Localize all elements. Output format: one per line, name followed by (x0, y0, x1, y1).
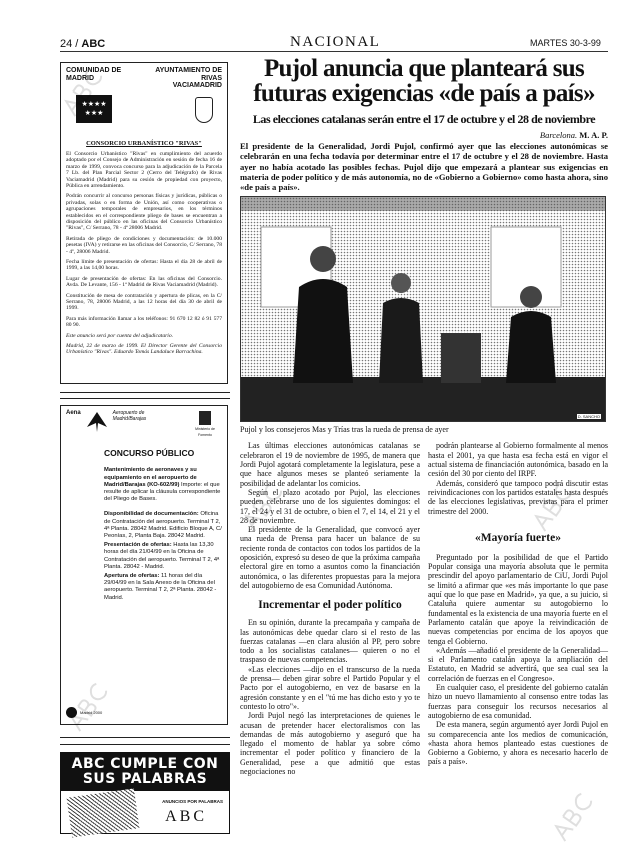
paragraph: Según el plazo acotado por Pujol, las elecciones pueden celebrarse uno de los siguientes domingos: el 17, el 24 y el 31 de octubre, o bien el 7, el 14, el 21 y el 28 de noviembre. (240, 487, 420, 525)
paragraph: El presidente de la Generalidad, que convocó ayer una rueda de Prensa para hacer un balance de su reciente ronda de contactos con todos los partidos de la oposición, expresó su deseo de que la próxima campaña electoral gire en torno a asuntos como la financiación autonómica, o las diferentes propuestas para la mejora del autogobierno de esa Comunidad Autónoma. (240, 525, 420, 590)
issue-date: MARTES 30-3-99 (530, 38, 601, 48)
abc-watermark (540, 780, 610, 850)
footer-text: Madrid 2000 (80, 709, 103, 715)
ad-aena-concurso (60, 405, 228, 725)
left-org: COMUNIDAD DE MADRID (66, 67, 122, 82)
page-folio (60, 38, 105, 50)
byline-place: Barcelona. (539, 130, 580, 140)
ad-consorcio-rivas (60, 62, 228, 384)
ad-signature: Madrid, 22 de marzo de 1999. El Director Gerente del Consorcio Urbanístico "Rivas". Eduardo Tomás Landaluce Barrachina. (66, 343, 222, 356)
ministry-logo (188, 411, 222, 438)
paragraph: «Las elecciones —dijo en el transcurso de la rueda de prensa— deben girar sobre el Partido Popular y el Pacto por el autogobierno, en vez de basarse en la agresión constante y en el "tú me has dicho esto y yo te contesto lo otro"». (240, 664, 420, 711)
label: Apertura de ofertas: (104, 573, 160, 580)
airport-plane-icon (86, 411, 108, 433)
paragraph: Jordi Pujol negó las interpretaciones de quienes le acusan de pretender hacer electoralismos con las demandas de más autogobierno y aseguró que ha llegado el momento de hablar ya sobre cómo incrementar el poder político y financiero de la Generalidad, pese a que admitió que estas negociaciones no (240, 711, 420, 776)
newspaper-image (67, 788, 140, 837)
label: Disponibilidad de documentación: (104, 511, 199, 518)
article-column-1 (240, 441, 420, 776)
paragraph: Preguntado por la posibilidad de que el Partido Popular consiga una mayoría absoluta que le permita prescindir del apoyo parlamentario de CiU, Jordi Pujol se limitó a afirmar que «es más importante lo que pase aquí que lo que pase en Madrid», ya que, a su juicio, si Cataluña quiere aumentar su autogobierno lo fundamental es la existencia de una mayoría fuerte en el Parlamento catalán que apoye la reivindicación de nuevas competencias por encima de los apoyos que tenga el Gobierno. (428, 552, 608, 646)
label: Presentación de ofertas: (104, 542, 172, 549)
right-org: AYUNTAMIENTO DE RIVAS VACIAMADRID (155, 67, 222, 89)
subheading: «Mayoría fuerte» (475, 531, 561, 544)
press-conference-photo (240, 196, 606, 422)
madrid-flag-logo: ★★★★ ★★★ (76, 95, 112, 123)
airport-name: Aeropuerto de Madrid/Barajas (112, 410, 147, 422)
divider (60, 744, 230, 745)
brand: ABC (81, 38, 106, 50)
divider (60, 398, 230, 399)
ad-paragraph: Lugar de presentación de ofertas: En las oficinas del Consorcio. Avda. De Levante, 156 - 1ª Madrid de Rivas Vaciamadrid (Madrid). (66, 275, 222, 289)
article (240, 56, 608, 776)
section-title: NACIONAL (290, 34, 381, 50)
paragraph: podrán plantearse al Gobierno formalmente al menos hasta el 2001, ya que hasta esa fecha está en vigor el actual sistema de financiación autonómica, basado en la cesión del 30 por ciento del IRPF. (428, 441, 608, 479)
ad-paragraph: El Consorcio Urbanístico "Rivas" en cumplimiento del acuerdo adoptado por el Consejo de Administración en sesión de fecha 16 de marzo de 1999, convoca concurso para la adjudicación de la Parcela 7 Lb. del Plan Parcial Sector 2 (Cerro del Telégrafo) de Rivas Vaciamadrid (Madrid) para su cesión de propiedad con proyecto, Pública en arrendamiento. (66, 150, 222, 189)
photo-image (241, 197, 605, 421)
contract-object: Mantenimiento de aeronaves y su equipamiento en el aeropuerto de Madrid/Barajas (KO-602/99) (104, 467, 197, 488)
header-rule (60, 51, 608, 52)
ad-title: CONSORCIO URBANÍSTICO "RIVAS" (86, 139, 202, 147)
byline (240, 130, 608, 140)
contract-amount: Importe: el que resulte de aplicar la cláusula correspondiente del Pliego de Bases. (104, 481, 221, 503)
photo-credit: D. SANCHO (577, 414, 600, 420)
divider (60, 392, 230, 393)
paragraph: De esta manera, según argumentó ayer Jordi Pujol en su comparecencia ante los medios de comunicación, «hasta ahora hemos planteado estas cuestiones de Gobierno a Gobierno, y ahora es necesario hacerlo de país a país». (428, 720, 608, 767)
value: 11 horas del día 29/04/99 en la Sala Anexo de la Oficina del aeropuerto. Terminal T 2, 2ª Planta. 28042 - Madrid. (104, 573, 217, 601)
page-number: 24 / (60, 38, 82, 50)
ad-paragraph: Para más información llamar a los teléfonos: 91 670 12 82 ó 91 577 80 90. (66, 315, 222, 329)
paragraph: «Además —añadió el presidente de la Generalidad— si el Parlamento catalán apoya la ampliación del Estatuto, en Madrid se advertirá, que sea cual sea la correlación de fuerzas en el Congreso». (428, 645, 608, 683)
rivas-crest-logo (195, 97, 213, 123)
byline-author: M. A. P. (579, 130, 608, 140)
ad-paragraph: Retirada de pliego de condiciones y documentación: de 10.000 pesetas (IVA) y retirarse en las oficinas del Consorcio, C/ Serrano, 78 - 4º, 28006 Madrid. (66, 235, 222, 255)
ad-paragraph: Podrán concurrir al concurso personas físicas y jurídicas, públicas o privadas, solas o en forma de Unión, así como cooperativas o agrupaciones temporales de empresarios, en los términos establecidos en el correspondiente pliego de bases se encuentran a disposición del público en las oficinas del Consorcio Urbanístico "Rivas", C/ Serrano, 78 - 4ª 28006 Madrid. (66, 193, 222, 232)
photo-caption: Pujol y los consejeros Mas y Trías tras la rueda de prensa de ayer (240, 425, 449, 435)
ad-paragraph: Constitución de mesa de contratación y apertura de plicas, en la C/ Serrano, 78, 28006 Madrid, a las 12 horas del día 30 de abril de 1999. (66, 292, 222, 312)
ad-headline: ABC CUMPLE CON SUS PALABRAS (61, 753, 229, 791)
article-headline: Pujol anuncia que planteará sus futuras exigencias «de país a país» (253, 55, 595, 107)
ad-title: CONCURSO PÚBLICO (104, 448, 195, 459)
abc-logo: ABC (165, 808, 207, 825)
paragraph: Además, consideró que tampoco podrá discutir estas reivindicaciones con los partidos estatales hasta después de las elecciones legislativas, previstas para el primer trimestre del 2000. (428, 478, 608, 516)
value: Oficina de Contratación del aeropuerto. Terminal T 2, 4ª Planta. 28042 Madrid. Edificio Bloque A, C/ Peonías, 2, Planta Baja. 28042 Madrid. (104, 511, 222, 540)
divider (60, 737, 230, 738)
value: Hasta las 13,30 horas del día 21/04/99 en la Oficina de Contratación del aeropuerto. Terminal T 2, 4ª Planta. 28042 - Madrid. (104, 542, 220, 570)
ad-subtitle: ANUNCIOS POR PALABRAS (162, 799, 223, 804)
article-deck: Las elecciones catalanas serán entre el 17 de octubre y el 28 de noviembre (252, 112, 596, 126)
ad-abc-palabras (60, 752, 230, 834)
paragraph: En su opinión, durante la precampaña y campaña de las autonómicas debe quedar claro si el resto de las fuerzas catalanas —en clara alusión al PP, pero sobre todo a los socialistas catalanes— quieren o no el traspaso de nuevas competencias. (240, 618, 420, 665)
ministry-name: Ministerio de Fomento (195, 427, 215, 437)
ad-paragraph: Este anuncio será por cuenta del adjudicatario. (66, 332, 174, 339)
paragraph: Las últimas elecciones autonómicas catalanas se celebraron el 19 de noviembre de 1995, de manera que Jordi Pujol agotará completamente la legislatura, pese a que hace algunos meses se planteó seriamente la posibilidad de adelantar los comicios. (240, 441, 420, 488)
article-column-2 (428, 441, 608, 776)
paragraph: En cualquier caso, el presidente del gobierno catalán hizo un nuevo llamamiento al consenso entre todas las fuerzas para conseguir los recursos necesarios al autogobierno de esa comunidad. (428, 683, 608, 720)
article-lead: El presidente de la Generalidad, Jordi Pujol, confirmó ayer que las elecciones autonómicas se celebrarán en una fecha todavía por determinar entre el 17 de octubre y el 28 de noviembre. Hasta ayer no había acotado las posibles fechas. Pujol dijo que empezará a plantear sus exigencias en materia de poder político y de más autonomía, no de «Gobierno a Gobierno» como hasta ahora, sino «de país a país». (240, 141, 608, 193)
madrid-2000-logo (66, 707, 102, 718)
article-body (240, 441, 608, 776)
subheading: Incrementar el poder político (258, 599, 402, 612)
aena-logo: Aena (66, 410, 81, 416)
ad-paragraph: Fecha límite de presentación de ofertas: Hasta el día 28 de abril de 1999, a las 14,00 horas. (66, 259, 222, 272)
